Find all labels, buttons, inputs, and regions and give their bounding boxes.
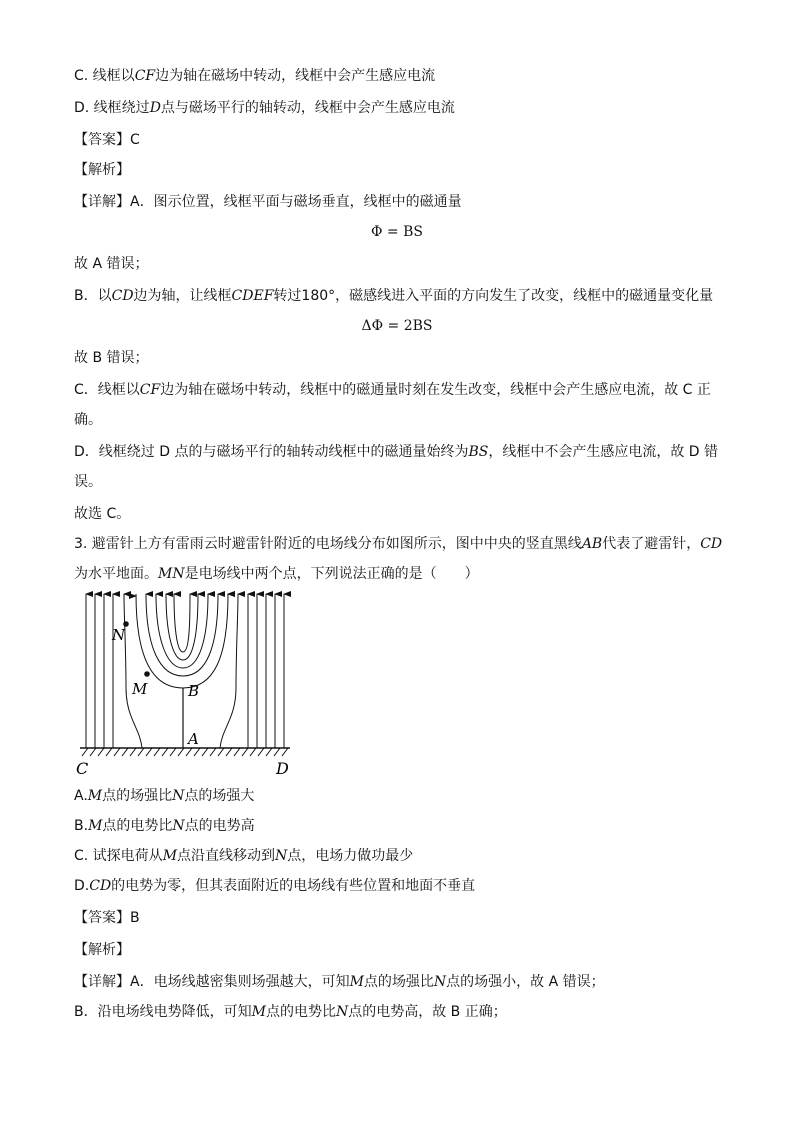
text: 边为轴在磁场中转动，线框中会产生感应电流 <box>155 68 436 84</box>
var: MN <box>158 566 185 582</box>
formula-flux: Φ = BS <box>371 224 423 240</box>
detail-d-prev <box>74 442 720 462</box>
question3-stem-line1 <box>74 534 723 554</box>
var: N <box>275 848 288 864</box>
text: 【详解】A．电场线越密集则场强越大，可知 <box>74 974 350 990</box>
question3-option-d <box>74 876 720 896</box>
text: 边为轴，让线框 <box>133 288 232 304</box>
text: 点的场强小，故 A 错误； <box>446 974 605 990</box>
detail-c-prev <box>74 380 720 400</box>
var: M <box>87 788 103 804</box>
label-m: M <box>132 680 148 698</box>
text: 点的场强大 <box>184 788 255 804</box>
var: N <box>172 788 185 804</box>
electric-field-figure <box>74 588 298 778</box>
var: CF <box>134 68 156 84</box>
var: BS <box>468 444 489 460</box>
text: 点的场强比 <box>363 974 434 990</box>
var: N <box>335 1004 349 1020</box>
option-d-prev <box>74 98 720 118</box>
field-lines <box>86 594 284 748</box>
question3-option-c <box>74 846 720 866</box>
text: D. 线框绕过 <box>74 100 150 116</box>
text: 是电场线中两个点，下列说法正确的是（ ） <box>184 566 479 582</box>
question3-answer: 【答案】B <box>74 910 140 926</box>
text: 点沿直线移动到 <box>177 848 276 864</box>
question3-analysis-label: 【解析】 <box>74 942 130 958</box>
text: A. <box>74 788 88 804</box>
question3-option-a <box>74 786 720 806</box>
label-d: D <box>276 759 289 778</box>
text: 点的电势比 <box>265 1004 336 1020</box>
var: AB <box>581 536 603 552</box>
detail-a-end: 故 A 错误； <box>74 256 149 272</box>
var: CD <box>89 878 112 894</box>
question3-option-b <box>74 816 720 836</box>
var: M <box>349 974 364 990</box>
var: M <box>88 818 103 834</box>
text: C．线框以 <box>74 382 140 398</box>
var: CF <box>139 382 161 398</box>
analysis-label-prev: 【解析】 <box>74 162 130 178</box>
text: C. 线框以 <box>74 68 135 84</box>
var: D <box>149 100 161 116</box>
text: 点与磁场平行的轴转动，线框中会产生感应电流 <box>160 100 455 116</box>
label-b: B <box>188 682 200 700</box>
var: CD <box>700 536 723 552</box>
detail-c-cont: 确。 <box>74 412 102 428</box>
text: 点的电势比 <box>102 818 173 834</box>
label-a: A <box>188 730 199 748</box>
text: 为水平地面。 <box>74 566 158 582</box>
text: 点的场强比 <box>102 788 173 804</box>
text: ，线框中不会产生感应电流，故 D 错 <box>488 444 719 460</box>
question3-detail-a <box>74 972 720 992</box>
var: M <box>251 1004 266 1020</box>
detail-a-prev: 【详解】A．图示位置，线框平面与磁场垂直，线框中的磁通量 <box>74 194 462 210</box>
field-lines-diagram <box>74 588 298 778</box>
text: 代表了避雷针， <box>602 536 701 552</box>
choice-prev: 故选 C。 <box>74 506 131 522</box>
text: 点的电势高，故 B 正确； <box>348 1004 507 1020</box>
detail-d-cont: 误。 <box>74 474 102 490</box>
text: D. <box>74 878 90 894</box>
label-c: C <box>76 759 89 778</box>
var: CDEF <box>231 288 274 304</box>
label-n: N <box>112 626 126 644</box>
text: 点，电场力做功最少 <box>287 848 414 864</box>
var: M <box>162 848 178 864</box>
text: 点的电势高 <box>184 818 255 834</box>
answer-prev: 【答案】C <box>74 132 140 148</box>
text: B. <box>74 818 89 834</box>
text: 边为轴在磁场中转动，线框中的磁通量时刻在发生改变，线框中会产生感应电流，故 C 正 <box>160 382 711 398</box>
text: 转过180°，磁感线进入平面的方向发生了改变，线框中的磁通量变化量 <box>273 288 714 304</box>
question3-stem-line2 <box>74 564 720 584</box>
ground-surface <box>80 748 290 756</box>
option-c-prev <box>74 66 720 86</box>
text: 3. 避雷针上方有雷雨云时避雷针附近的电场线分布如图所示，图中中央的竖直黑线 <box>74 536 582 552</box>
var: N <box>172 818 185 834</box>
text: B．沿电场线电势降低，可知 <box>74 1004 252 1020</box>
text: D．线框绕过 D 点的与磁场平行的轴转动线框中的磁通量始终为 <box>74 444 469 460</box>
detail-b-prev <box>74 286 720 306</box>
var: CD <box>111 288 134 304</box>
detail-b-end: 故 B 错误； <box>74 350 149 366</box>
text: B．以 <box>74 288 112 304</box>
text: 的电势为零，但其表面附近的电场线有些位置和地面不垂直 <box>111 878 476 894</box>
text: C. 试探电荷从 <box>74 848 163 864</box>
question3-detail-b <box>74 1002 720 1022</box>
formula-delta-flux: ΔΦ = 2BS <box>361 318 433 334</box>
var: N <box>433 974 447 990</box>
point-m <box>144 671 150 677</box>
